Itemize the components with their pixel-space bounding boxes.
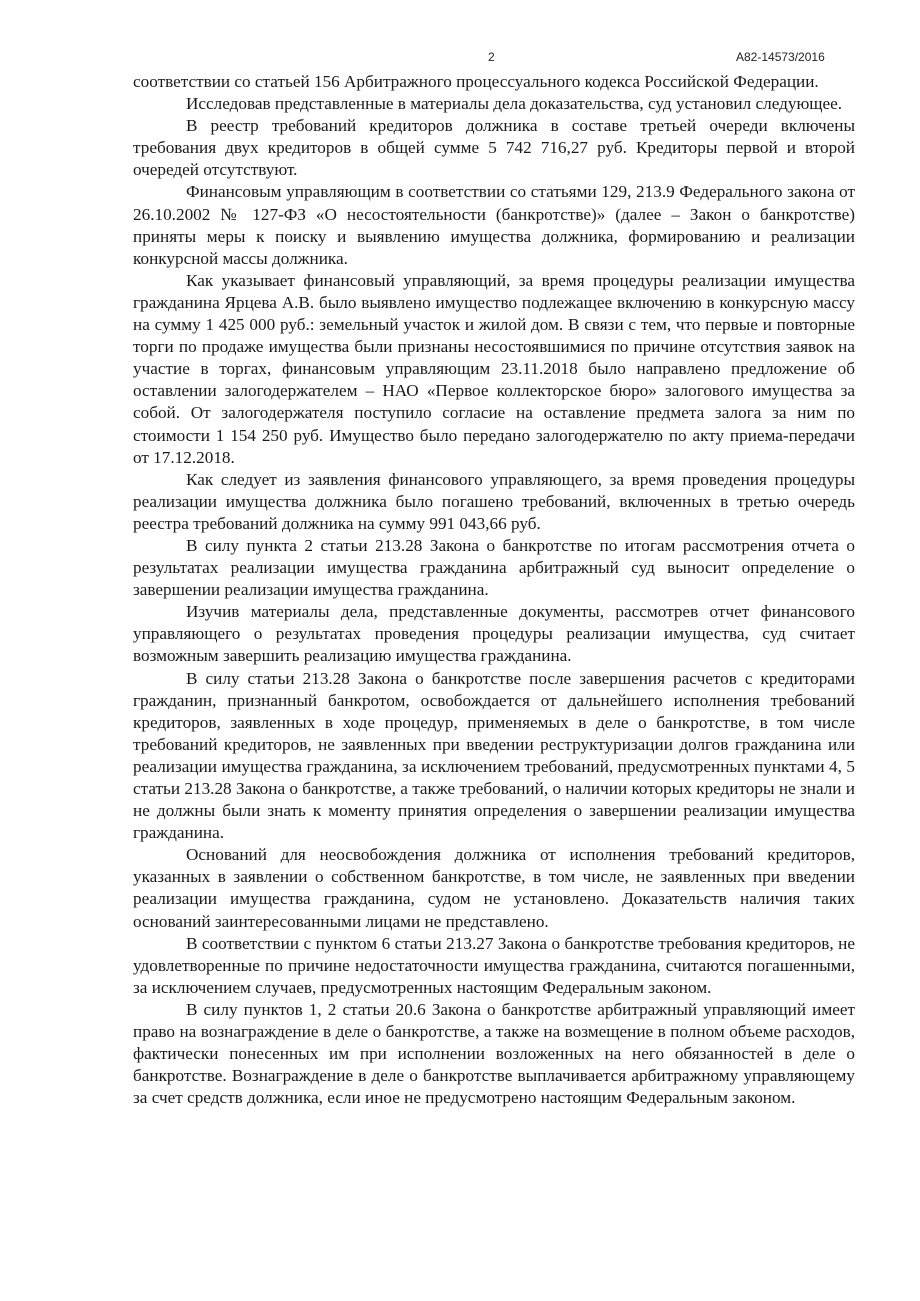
paragraph: В реестр требований кредиторов должника в составе третьей очереди включены требования двух кредиторов в общей сумме 5 742 716,27 руб. Кредиторы первой и второй очередей отсутствуют. xyxy=(133,116,855,180)
paragraph: В силу статьи 213.28 Закона о банкротстве после завершения расчетов с кредиторами гражданин, признанный банкротом, освобождается от дальнейшего исполнения требований кредиторов, заявленных в ходе процедур, применяемых в деле о банкротстве, в том числе требований кредиторов, не заявленных при введении реструктуризации долгов гражданина или реализации имущества гражданина, за исключением требований, предусмотренных пунктами 4, 5 статьи 213.28 Закона о банкротстве, а также требований, о наличии которых кредиторы не знали и не должны были знать к моменту принятия определения о завершении реализации имущества гражданина. xyxy=(133,668,855,843)
case-number: А82-14573/2016 xyxy=(736,50,825,64)
paragraph: Изучив материалы дела, представленные документы, рассмотрев отчет финансового управляющего о результатах проведения процедуры реализации имущества, суд считает возможным завершить реализацию имущества гражданина. xyxy=(133,602,855,666)
page-header xyxy=(0,50,920,68)
paragraph: Финансовым управляющим в соответствии со статьями 129, 213.9 Федерального закона от 26.10.2002 № 127-ФЗ «О несостоятельности (банкротстве)» (далее – Закон о банкротстве) приняты меры к поиску и выявлению имущества должника, формированию и реализации конкурсной массы должника. xyxy=(133,182,855,268)
paragraph: В силу пунктов 1, 2 статьи 20.6 Закона о банкротстве арбитражный управляющий имеет право на вознаграждение в деле о банкротстве, а также на возмещение в полном объеме расходов, фактически понесенных им при исполнении возложенных на него обязанностей в деле о банкротстве. Вознаграждение в деле о банкротстве выплачивается арбитражному управляющему за счет средств должника, если иное не предусмотрено настоящим Федеральным законом. xyxy=(133,999,855,1108)
paragraph: В соответствии с пунктом 6 статьи 213.27 Закона о банкротстве требования кредиторов, не удовлетворенные по причине недостаточности имущества гражданина, считаются погашенными, за исключением случаев, предусмотренных настоящим Федеральным законом. xyxy=(133,933,855,997)
paragraph-continuation: соответствии со статьей 156 Арбитражного процессуального кодекса Российской Федерации. xyxy=(133,72,819,91)
document-body xyxy=(133,71,855,1109)
page-number: 2 xyxy=(488,50,495,64)
paragraph: Исследовав представленные в материалы дела доказательства, суд установил следующее. xyxy=(186,94,843,114)
paragraph: Как следует из заявления финансового управляющего, за время проведения процедуры реализации имущества должника было погашено требований, включенных в третью очередь реестра требований должника на сумму 991 043,66 руб. xyxy=(133,469,855,533)
paragraph: Как указывает финансовый управляющий, за время процедуры реализации имущества гражданина Ярцева А.В. было выявлено имущество подлежащее включению в конкурсную массу на сумму 1 425 000 руб.: земельный участок и жилой дом. В связи с тем, что первые и повторные торги по продаже имущества были признаны несостоявшимися по причине отсутствия заявок на участие в торгах, финансовым управляющим 23.11.2018 было направлено предложение об оставлении залогодержателем – НАО «Первое коллекторское бюро» залогового имущества за собой. От залогодержателя поступило согласие на оставление предмета залога за ним по стоимости 1 154 250 руб. Имущество было передано залогодержателю по акту приема-передачи от 17.12.2018. xyxy=(133,270,855,467)
paragraph: В силу пункта 2 статьи 213.28 Закона о банкротстве по итогам рассмотрения отчета о результатах реализации имущества гражданина арбитражный суд выносит определение о завершении реализации имущества гражданина. xyxy=(133,535,855,600)
paragraph: Оснований для неосвобождения должника от исполнения требований кредиторов, указанных в заявлении о собственном банкротстве, в том числе, не заявленных при введении реализации имущества гражданина, судом не установлено. Доказательств наличия таких оснований заинтересованными лицами не представлено. xyxy=(133,845,855,931)
